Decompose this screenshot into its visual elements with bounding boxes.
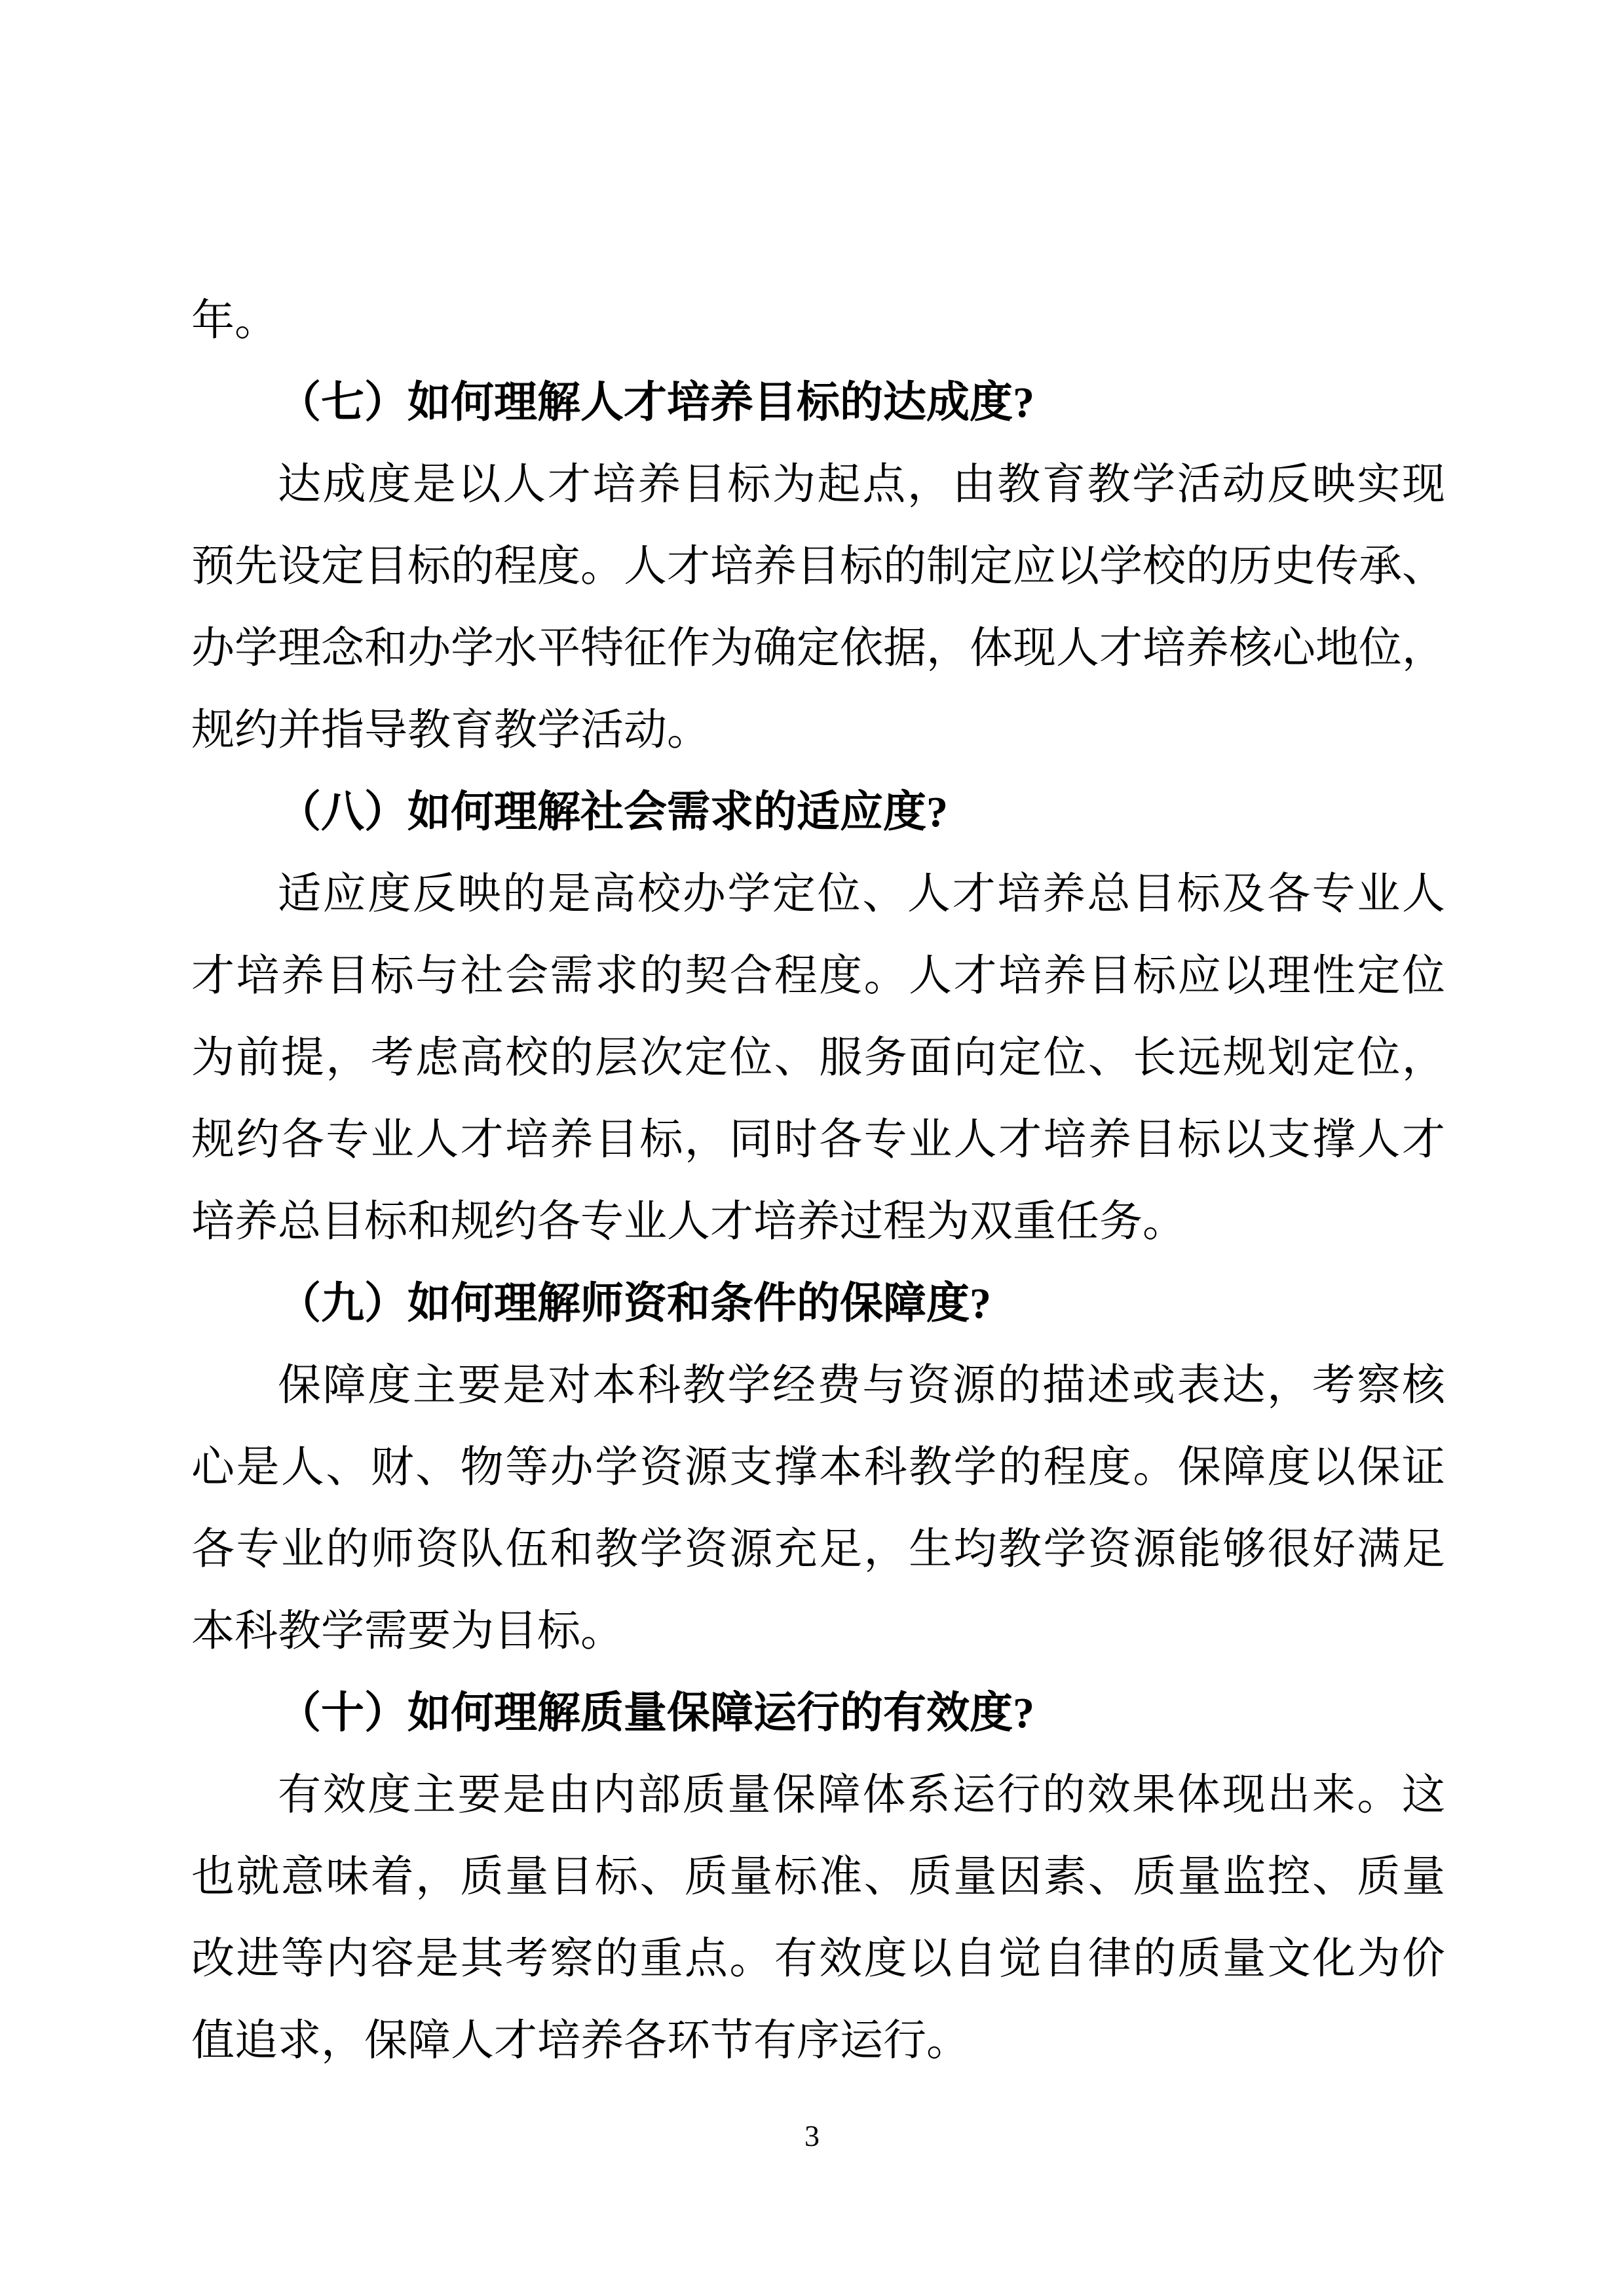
paragraph-q9-answer xyxy=(191,1345,1445,1672)
body-text-line: 达成度是以人才培养目标为起点，由教育教学活动反映实现 xyxy=(278,461,1445,508)
body-text-line: 培养总目标和规约各专业人才培养过程为双重任务。 xyxy=(191,1198,1186,1246)
body-text-line: 规约各专业人才培养目标，同时各专业人才培养目标以支撑人才 xyxy=(191,1116,1445,1164)
body-text-line: 值追求，保障人才培养各环节有序运行。 xyxy=(191,2017,970,2065)
body-text-line: 预先设定目标的程度。人才培养目标的制定应以学校的历史传承、 xyxy=(191,543,1445,590)
page-number: 3 xyxy=(804,2119,820,2152)
heading-q8 xyxy=(191,771,1445,853)
heading-q7 xyxy=(191,362,1445,444)
paragraph-q7-answer xyxy=(191,444,1445,771)
body-text-line: 保障度主要是对本科教学经费与资源的描述或表达，考察核 xyxy=(278,1362,1445,1409)
body-text-line: 规约并指导教育教学活动。 xyxy=(191,706,710,754)
body-text-line: 办学理念和办学水平特征作为确定依据，体现人才培养核心地位， xyxy=(191,624,1445,672)
body-text-line: 各专业的师资队伍和教学资源充足，生均教学资源能够很好满足 xyxy=(191,1525,1445,1573)
body-text-line: 才培养目标与社会需求的契合程度。人才培养目标应以理性定位 xyxy=(191,952,1445,1000)
body-text-line: 适应度反映的是高校办学定位、人才培养总目标及各专业人 xyxy=(278,870,1445,918)
paragraph-continuation xyxy=(191,280,1445,362)
heading-line: （七）如何理解人才培养目标的达成度? xyxy=(278,379,1034,427)
heading-line: （八）如何理解社会需求的适应度? xyxy=(278,788,948,836)
body-text-line: 也就意味着，质量目标、质量标准、质量因素、质量监控、质量 xyxy=(191,1853,1445,1901)
heading-q9 xyxy=(191,1263,1445,1345)
paragraph-q10-answer xyxy=(191,1754,1445,2082)
document-text-body xyxy=(191,280,1445,2082)
paragraph-q8-answer xyxy=(191,853,1445,1263)
body-text-line: 本科教学需要为目标。 xyxy=(191,1607,624,1655)
body-text-line: 心是人、财、物等办学资源支撑本科教学的程度。保障度以保证 xyxy=(191,1444,1445,1491)
body-text-line: 为前提，考虑高校的层次定位、服务面向定位、长远规划定位， xyxy=(191,1034,1445,1082)
heading-q10 xyxy=(191,1672,1445,1754)
body-text-line: 年。 xyxy=(191,297,278,345)
body-text-line: 改进等内容是其考察的重点。有效度以自觉自律的质量文化为价 xyxy=(191,1935,1445,1983)
heading-line: （九）如何理解师资和条件的保障度? xyxy=(278,1280,991,1328)
heading-line: （十）如何理解质量保障运行的有效度? xyxy=(278,1689,1034,1737)
body-text-line: 有效度主要是由内部质量保障体系运行的效果体现出来。这 xyxy=(278,1771,1445,1819)
